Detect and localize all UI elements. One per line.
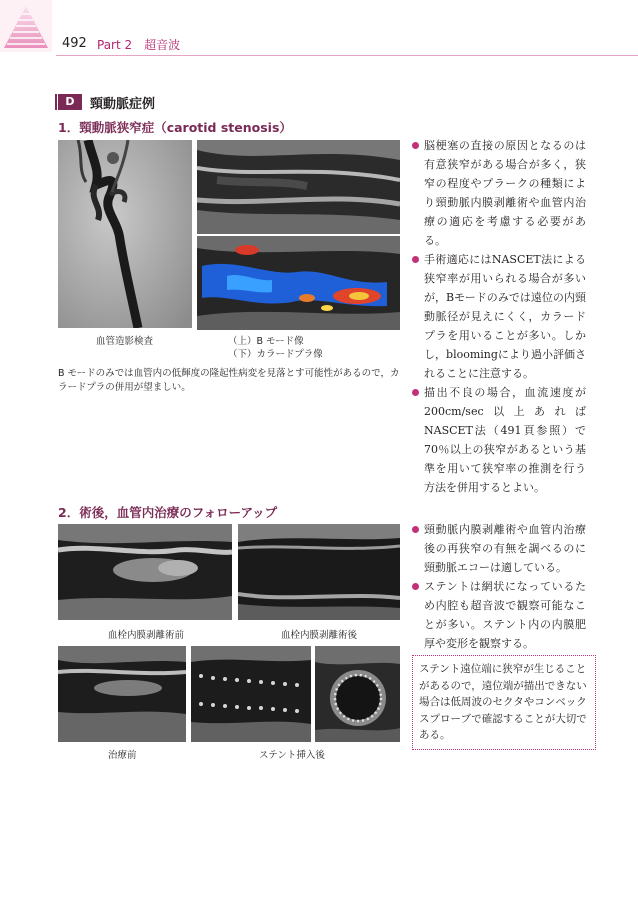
caption-angiography: 血管造影検査 — [96, 336, 154, 347]
subsection-title-1: 1．頸動脈狭窄症（carotid stenosis） — [58, 120, 292, 135]
cea-before-image — [58, 524, 232, 620]
cea-after-image — [238, 524, 400, 620]
caption-color-doppler: （下）カラードプラ像 — [228, 349, 323, 360]
figure-note: B モードのみでは血管内の低輝度の隆起性病変を見落とす可能性があるので，カラードプラの併用が望ましい。 — [58, 368, 400, 393]
bullet-dot-icon — [412, 526, 419, 533]
subsection-title-2: 2．術後，血管内治療のフォローアップ — [58, 505, 278, 520]
bullet-dot-icon — [412, 142, 419, 149]
bullet-dot-icon — [412, 256, 419, 263]
stent-cross-section-image — [315, 646, 400, 742]
bullet-item: 頸動脈内膜剥離術や血管内治療後の再狭窄の有無を調べるのに頸動脈エコーは適している。 — [412, 520, 586, 577]
bullet-item: 脳梗塞の直接の原因となるのは有意狭窄がある場合が多く，狭窄の程度やプラークの種類により頸動脈内膜剥離術や血管内治療の適応を考慮する必要がある。 — [412, 136, 586, 250]
caption-bmode: （上）B モード像 — [228, 336, 304, 347]
section-pyramid-icon — [0, 0, 52, 52]
part-label: Part 2 超音波 — [97, 38, 181, 52]
angiography-image — [58, 140, 192, 328]
caption-stent-after: ステント挿入後 — [259, 750, 325, 761]
stent-longitudinal-image — [191, 646, 311, 742]
bullet-dot-icon — [412, 389, 419, 396]
caption-cea-after: 血栓内膜剥離術後 — [281, 630, 358, 641]
caption-pre-treatment: 治療前 — [108, 750, 137, 761]
bullet-item: 描出不良の場合，血流速度が200cm/sec以上あればNASCET法（491頁参照）で70％以上の狭窄があるという基準を用いて狭窄率の推測を行う方法を併用するとよい。 — [412, 383, 586, 497]
bullet-item: 手術適応にはNASCET法による狭窄率が用いられる場合が多いが，Bモードのみでは遠位の内頸動脈径が見えにくく，カラードプラを用いることが多い。しかし，bloomingにより過小評価されることに注意する。 — [412, 250, 586, 383]
header-rule — [56, 55, 638, 56]
bullet-list-1 — [412, 136, 586, 497]
callout-box: ステント遠位端に狭窄が生じることがあるので，遠位端が描出できない場合は低周波のセクタやコンベックスプローブで確認することが大切である。 — [412, 655, 596, 750]
bullet-list-2 — [412, 520, 586, 653]
bullet-item: ステントは網状になっているため内腔も超音波で観察可能なことが多い。ステント内の内膜肥厚や変形を観察する。 — [412, 577, 586, 653]
caption-cea-before: 血栓内膜剥離術前 — [108, 630, 185, 641]
pre-treatment-image — [58, 646, 186, 742]
section-title: 頸動脈症例 — [90, 97, 156, 112]
section-badge: D — [58, 94, 82, 110]
page-number: 492 — [62, 36, 87, 51]
bullet-dot-icon — [412, 583, 419, 590]
color-doppler-image — [197, 236, 400, 330]
bmode-image — [197, 140, 400, 234]
